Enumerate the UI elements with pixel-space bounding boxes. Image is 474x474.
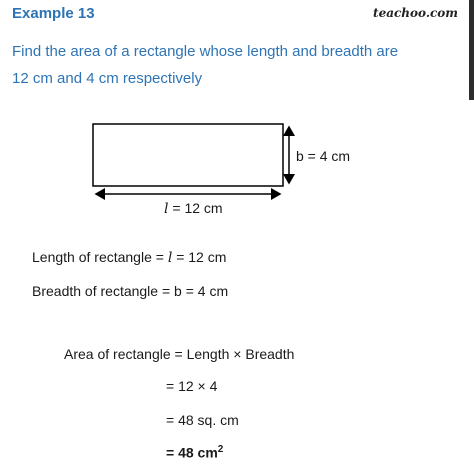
length-line-symbol: l — [167, 250, 173, 266]
length-label — [164, 200, 223, 217]
length-line-prefix: Length of rectangle = — [32, 249, 168, 265]
brand-logo: teachoo.com — [373, 6, 458, 20]
rectangle-shape — [93, 124, 283, 186]
final-answer-exponent: 2 — [217, 444, 224, 455]
step-multiply: = 12 × 4 — [166, 378, 218, 394]
question-line-1: Find the area of a rectangle whose length and breadth are — [12, 43, 399, 60]
final-answer-prefix: = 48 cm — [166, 444, 218, 461]
breadth-line: Breadth of rectangle = b = 4 cm — [32, 283, 229, 299]
step-result: = 48 sq. cm — [166, 412, 239, 428]
length-line — [32, 249, 226, 266]
question-line-2: 12 cm and 4 cm respectively — [12, 70, 203, 87]
length-symbol: l — [164, 201, 169, 217]
breadth-label: b = 4 cm — [296, 148, 351, 164]
length-line-suffix: = 12 cm — [172, 249, 227, 265]
length-value: = 12 cm — [168, 200, 223, 216]
area-formula: Area of rectangle = Length × Breadth — [64, 346, 295, 362]
final-answer — [166, 444, 223, 461]
example-title: Example 13 — [12, 5, 95, 22]
